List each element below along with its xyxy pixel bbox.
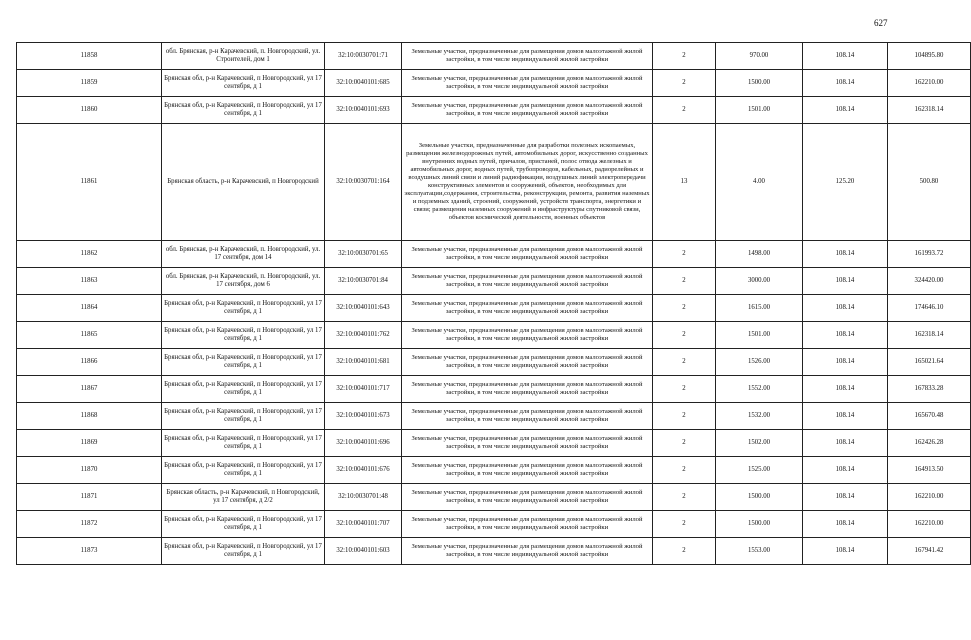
- row-number: 11860: [17, 97, 162, 124]
- category-cell: 2: [653, 430, 716, 457]
- land-use-cell: Земельные участки, предназначенные для размещения домов малоэтажной жилой застройки, в том числе индивидуальной жилой застройки: [402, 403, 653, 430]
- area-cell: 1501.00: [716, 322, 803, 349]
- cadastral-value-cell: 165021.64: [888, 349, 971, 376]
- rate-cell: 108.14: [803, 457, 888, 484]
- table-row: [17, 403, 971, 430]
- address-cell: Брянская обл, р-н Карачевский, п Новгородский, ул 17 сентября, д 1: [162, 97, 325, 124]
- row-number: 11872: [17, 511, 162, 538]
- category-cell: 2: [653, 538, 716, 565]
- address-cell: Брянская обл, р-н Карачевский, п Новгородский, ул 17 сентября, д 1: [162, 430, 325, 457]
- address-cell: Брянская обл, р-н Карачевский, п Новгородский, ул 17 сентября, д 1: [162, 295, 325, 322]
- category-cell: 2: [653, 349, 716, 376]
- land-use-cell: Земельные участки, предназначенные для размещения домов малоэтажной жилой застройки, в том числе индивидуальной жилой застройки: [402, 376, 653, 403]
- table-row: [17, 538, 971, 565]
- area-cell: 1615.00: [716, 295, 803, 322]
- address-cell: обл. Брянская, р-н Карачевский, п. Новгородский, ул. 17 сентября, дом 14: [162, 241, 325, 268]
- cadastral-value-cell: 165670.48: [888, 403, 971, 430]
- table-row: [17, 484, 971, 511]
- table-row: [17, 268, 971, 295]
- table-row: [17, 322, 971, 349]
- rate-cell: 108.14: [803, 322, 888, 349]
- area-cell: 1525.00: [716, 457, 803, 484]
- address-cell: Брянская обл, р-н Карачевский, п Новгородский, ул 17 сентября, д 1: [162, 538, 325, 565]
- cadastral-number-cell: 32:10:0030701:71: [325, 43, 402, 70]
- page-number: 627: [874, 18, 888, 28]
- row-number: 11863: [17, 268, 162, 295]
- rate-cell: 108.14: [803, 538, 888, 565]
- cadastral-number-cell: 32:10:0030701:164: [325, 124, 402, 241]
- row-number: 11864: [17, 295, 162, 322]
- rate-cell: 108.14: [803, 403, 888, 430]
- rate-cell: 108.14: [803, 43, 888, 70]
- rate-cell: 108.14: [803, 430, 888, 457]
- cadastral-value-cell: 162318.14: [888, 97, 971, 124]
- cadastral-value-cell: 500.80: [888, 124, 971, 241]
- category-cell: 2: [653, 511, 716, 538]
- rate-cell: 108.14: [803, 70, 888, 97]
- category-cell: 2: [653, 43, 716, 70]
- category-cell: 2: [653, 403, 716, 430]
- cadastral-value-cell: 162318.14: [888, 322, 971, 349]
- cadastral-number-cell: 32:10:0030701:48: [325, 484, 402, 511]
- cadastral-value-cell: 161993.72: [888, 241, 971, 268]
- area-cell: 970.00: [716, 43, 803, 70]
- cadastral-value-table: [16, 42, 971, 565]
- rate-cell: 108.14: [803, 484, 888, 511]
- category-cell: 2: [653, 268, 716, 295]
- table-row: [17, 295, 971, 322]
- row-number: 11873: [17, 538, 162, 565]
- area-cell: 1532.00: [716, 403, 803, 430]
- land-use-cell: Земельные участки, предназначенные для размещения домов малоэтажной жилой застройки, в том числе индивидуальной жилой застройки: [402, 430, 653, 457]
- row-number: 11870: [17, 457, 162, 484]
- cadastral-value-cell: 167833.28: [888, 376, 971, 403]
- category-cell: 2: [653, 241, 716, 268]
- area-cell: 3000.00: [716, 268, 803, 295]
- cadastral-value-cell: 162210.00: [888, 70, 971, 97]
- area-cell: 1553.00: [716, 538, 803, 565]
- land-use-cell: Земельные участки, предназначенные для размещения домов малоэтажной жилой застройки, в том числе индивидуальной жилой застройки: [402, 322, 653, 349]
- cadastral-value-cell: 162210.00: [888, 511, 971, 538]
- row-number: 11867: [17, 376, 162, 403]
- area-cell: 1552.00: [716, 376, 803, 403]
- cadastral-value-cell: 162210.00: [888, 484, 971, 511]
- cadastral-value-cell: 162426.28: [888, 430, 971, 457]
- cadastral-value-cell: 167941.42: [888, 538, 971, 565]
- row-number: 11862: [17, 241, 162, 268]
- rate-cell: 125.20: [803, 124, 888, 241]
- category-cell: 2: [653, 457, 716, 484]
- rate-cell: 108.14: [803, 376, 888, 403]
- table-row: [17, 70, 971, 97]
- table-row: [17, 43, 971, 70]
- row-number: 11869: [17, 430, 162, 457]
- category-cell: 2: [653, 322, 716, 349]
- table-row: [17, 97, 971, 124]
- cadastral-number-cell: 32:10:0040101:673: [325, 403, 402, 430]
- land-use-cell: Земельные участки, предназначенные для размещения домов малоэтажной жилой застройки, в том числе индивидуальной жилой застройки: [402, 538, 653, 565]
- cadastral-number-cell: 32:10:0040101:696: [325, 430, 402, 457]
- land-use-cell: Земельные участки, предназначенные для размещения домов малоэтажной жилой застройки, в том числе индивидуальной жилой застройки: [402, 268, 653, 295]
- area-cell: 1498.00: [716, 241, 803, 268]
- land-use-cell: Земельные участки, предназначенные для размещения домов малоэтажной жилой застройки, в том числе индивидуальной жилой застройки: [402, 349, 653, 376]
- address-cell: Брянская обл, р-н Карачевский, п Новгородский, ул 17 сентября, д 1: [162, 511, 325, 538]
- table-row: [17, 124, 971, 241]
- cadastral-value-cell: 174646.10: [888, 295, 971, 322]
- land-use-cell: Земельные участки, предназначенные для разработки полезных ископаемых, размещения железнодорожных путей, автомобильных дорог, искусственно созданных внутренних водных путей, причалов, пристаней, полос отвода железных и автомобильных дорог, водных путей, трубопроводов, кабельных, радиорелейных и воздушных линий связи и линий радиофикации, воздушных линий электропередачи конструктивных элементов и сооружений, объектов, необходимых для эксплуатации,содержания, строительства, реконструкции, ремонта, развития наземных и подземных зданий, строений, сооружений, устройств транспорта, энергетики и связи; размещения наземных сооружений и инфраструктуры спутниковой связи, объектов космической деятельности, военных объектов: [402, 124, 653, 241]
- cadastral-value-cell: 164913.50: [888, 457, 971, 484]
- rate-cell: 108.14: [803, 295, 888, 322]
- rate-cell: 108.14: [803, 349, 888, 376]
- cadastral-number-cell: 32:10:0040101:685: [325, 70, 402, 97]
- category-cell: 2: [653, 97, 716, 124]
- area-cell: 1500.00: [716, 511, 803, 538]
- address-cell: Брянская обл, р-н Карачевский, п Новгородский, ул 17 сентября, д 1: [162, 376, 325, 403]
- cadastral-number-cell: 32:10:0040101:707: [325, 511, 402, 538]
- row-number: 11871: [17, 484, 162, 511]
- rate-cell: 108.14: [803, 268, 888, 295]
- category-cell: 2: [653, 295, 716, 322]
- address-cell: обл. Брянская, р-н Карачевский, п. Новгородский, ул. 17 сентября, дом 6: [162, 268, 325, 295]
- table-row: [17, 511, 971, 538]
- cadastral-number-cell: 32:10:0040101:603: [325, 538, 402, 565]
- land-use-cell: Земельные участки, предназначенные для размещения домов малоэтажной жилой застройки, в том числе индивидуальной жилой застройки: [402, 97, 653, 124]
- table-row: [17, 349, 971, 376]
- address-cell: Брянская обл, р-н Карачевский, п Новгородский, ул 17 сентября, д 1: [162, 457, 325, 484]
- row-number: 11868: [17, 403, 162, 430]
- address-cell: Брянская область, р-н Карачевский, п Новгородский, ул 17 сентября, д 2/2: [162, 484, 325, 511]
- land-use-cell: Земельные участки, предназначенные для размещения домов малоэтажной жилой застройки, в том числе индивидуальной жилой застройки: [402, 484, 653, 511]
- rate-cell: 108.14: [803, 241, 888, 268]
- cadastral-number-cell: 32:10:0040101:643: [325, 295, 402, 322]
- area-cell: 1526.00: [716, 349, 803, 376]
- address-cell: обл. Брянская, р-н Карачевский, п. Новгородский, ул. Строителей, дом 1: [162, 43, 325, 70]
- row-number: 11861: [17, 124, 162, 241]
- address-cell: Брянская обл, р-н Карачевский, п Новгородский, ул 17 сентября, д 1: [162, 403, 325, 430]
- category-cell: 2: [653, 484, 716, 511]
- rate-cell: 108.14: [803, 511, 888, 538]
- cadastral-number-cell: 32:10:0040101:681: [325, 349, 402, 376]
- area-cell: 1501.00: [716, 97, 803, 124]
- table-row: [17, 376, 971, 403]
- address-cell: Брянская обл, р-н Карачевский, п Новгородский, ул 17 сентября, д 1: [162, 322, 325, 349]
- category-cell: 2: [653, 376, 716, 403]
- row-number: 11858: [17, 43, 162, 70]
- category-cell: 2: [653, 70, 716, 97]
- land-use-cell: Земельные участки, предназначенные для размещения домов малоэтажной жилой застройки, в том числе индивидуальной жилой застройки: [402, 241, 653, 268]
- area-cell: 1500.00: [716, 70, 803, 97]
- row-number: 11859: [17, 70, 162, 97]
- table-row: [17, 430, 971, 457]
- row-number: 11865: [17, 322, 162, 349]
- address-cell: Брянская обл, р-н Карачевский, п Новгородский, ул 17 сентября, д 1: [162, 349, 325, 376]
- table-body: [17, 43, 971, 565]
- table-row: [17, 457, 971, 484]
- rate-cell: 108.14: [803, 97, 888, 124]
- land-use-cell: Земельные участки, предназначенные для размещения домов малоэтажной жилой застройки, в том числе индивидуальной жилой застройки: [402, 70, 653, 97]
- cadastral-value-cell: 324420.00: [888, 268, 971, 295]
- cadastral-number-cell: 32:10:0030701:65: [325, 241, 402, 268]
- cadastral-number-cell: 32:10:0030701:84: [325, 268, 402, 295]
- table-row: [17, 241, 971, 268]
- cadastral-number-cell: 32:10:0040101:717: [325, 376, 402, 403]
- land-use-cell: Земельные участки, предназначенные для размещения домов малоэтажной жилой застройки, в том числе индивидуальной жилой застройки: [402, 43, 653, 70]
- address-cell: Брянская обл, р-н Карачевский, п Новгородский, ул 17 сентября, д 1: [162, 70, 325, 97]
- row-number: 11866: [17, 349, 162, 376]
- land-use-cell: Земельные участки, предназначенные для размещения домов малоэтажной жилой застройки, в том числе индивидуальной жилой застройки: [402, 511, 653, 538]
- cadastral-number-cell: 32:10:0040101:693: [325, 97, 402, 124]
- category-cell: 13: [653, 124, 716, 241]
- cadastral-value-cell: 104895.80: [888, 43, 971, 70]
- address-cell: Брянская область, р-н Карачевский, п Новгородский: [162, 124, 325, 241]
- area-cell: 4.00: [716, 124, 803, 241]
- area-cell: 1500.00: [716, 484, 803, 511]
- area-cell: 1502.00: [716, 430, 803, 457]
- land-use-cell: Земельные участки, предназначенные для размещения домов малоэтажной жилой застройки, в том числе индивидуальной жилой застройки: [402, 457, 653, 484]
- cadastral-number-cell: 32:10:0040101:676: [325, 457, 402, 484]
- land-use-cell: Земельные участки, предназначенные для размещения домов малоэтажной жилой застройки, в том числе индивидуальной жилой застройки: [402, 295, 653, 322]
- cadastral-number-cell: 32:10:0040101:762: [325, 322, 402, 349]
